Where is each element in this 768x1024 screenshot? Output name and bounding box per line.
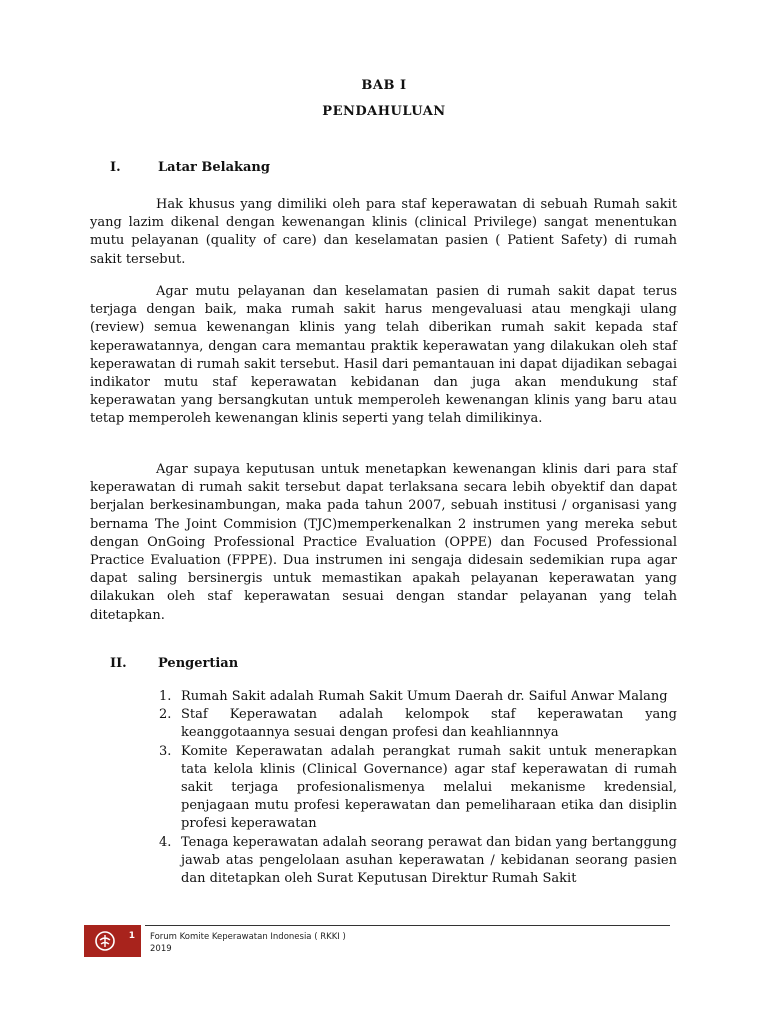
section-number: II. bbox=[110, 656, 127, 671]
section-heading-pengertian bbox=[110, 656, 238, 671]
definition-list bbox=[156, 688, 677, 888]
section-number: I. bbox=[110, 160, 121, 175]
footer-divider bbox=[145, 925, 670, 926]
organization-logo-icon bbox=[93, 930, 117, 952]
footer-year: 2019 bbox=[150, 944, 172, 954]
chapter-title: PENDAHULUAN bbox=[322, 104, 446, 119]
paragraph-3: Agar supaya keputusan untuk menetapkan kewenangan klinis dari para staf keperawatan di rumah sakit tersebut dapat terlaksana secara lebih obyektif dan dapat berjalan berkesinambungan, maka pada tahun 2007, sebuah institusi / organisasi yang bernama The Joint Commision (TJC)memperkenalkan 2 instrumen yang mereka sebut dengan OnGoing Professional Practice Evaluation (OPPE) dan Focused Professional Practice Evaluation (FPPE). Dua instrumen ini sengaja didesain sedemikian rupa agar dapat saling bersinergis untuk memastikan apakah pelayanan keperawatan yang dilakukan oleh staf keperawatan sesuai dengan standar pelayanan yang telah ditetapkan. bbox=[90, 462, 677, 623]
section-title: Latar Belakang bbox=[158, 160, 270, 175]
paragraph-1: Hak khusus yang dimiliki oleh para staf keperawatan di sebuah Rumah sakit yang lazim dikenal dengan kewenangan klinis (clinical Privilege) sangat menentukan mutu pelayanan (quality of care) dan keselamatan pasien ( Patient Safety) di rumah sakit tersebut. bbox=[90, 197, 677, 267]
paragraph-2: Agar mutu pelayanan dan keselamatan pasien di rumah sakit dapat terus terjaga dengan baik, maka rumah sakit harus mengevaluasi atau mengkaji ulang (review) semua kewenangan klinis yang telah diberikan rumah sakit kepada staf keperawatannya, dengan cara memantau praktik keperawatan yang dilakukan oleh staf keperawatan di rumah sakit tersebut. Hasil dari pemantauan ini dapat dijadikan sebagai indikator mutu staf keperawatan kebidanan dan juga akan mendukung staf keperawatan yang bersangkutan untuk memperoleh kewenangan klinis yang baru atau tetap memperoleh kewenangan klinis seperti yang telah dimilikinya. bbox=[90, 284, 677, 427]
footer-text bbox=[150, 931, 346, 955]
section-heading-latar-belakang bbox=[110, 160, 270, 175]
list-item: 2. Staf Keperawatan adalah kelompok staf keperawatan yang keanggotaannya sesuai dengan profesi dan keahliannnya bbox=[159, 707, 677, 741]
chapter-number: BAB I bbox=[361, 78, 407, 93]
list-item: 1. Rumah Sakit adalah Rumah Sakit Umum Daerah dr. Saiful Anwar Malang bbox=[159, 689, 668, 704]
section-title: Pengertian bbox=[158, 656, 239, 671]
footer-badge bbox=[84, 925, 141, 957]
list-item: 3. Komite Keperawatan adalah perangkat rumah sakit untuk menerapkan tata kelola klinis (Clinical Governance) agar staf keperawatan di rumah sakit terjaga profesionalismenya melalui mekanisme kredensial, penjagaan mutu profesi keperawatan dan pemeliharaan etika dan disiplin profesi keperawatan bbox=[159, 743, 677, 832]
page-number: 1 bbox=[128, 931, 135, 941]
list-item: 4. Tenaga keperawatan adalah seorang perawat dan bidan yang bertanggung jawab atas pengelolaan asuhan keperawatan / kebidanan seorang pasien dan ditetapkan oleh Surat Keputusan Direktur Rumah Sakit bbox=[159, 834, 677, 887]
footer-org: Forum Komite Keperawatan Indonesia ( RKKI ) bbox=[150, 932, 346, 942]
